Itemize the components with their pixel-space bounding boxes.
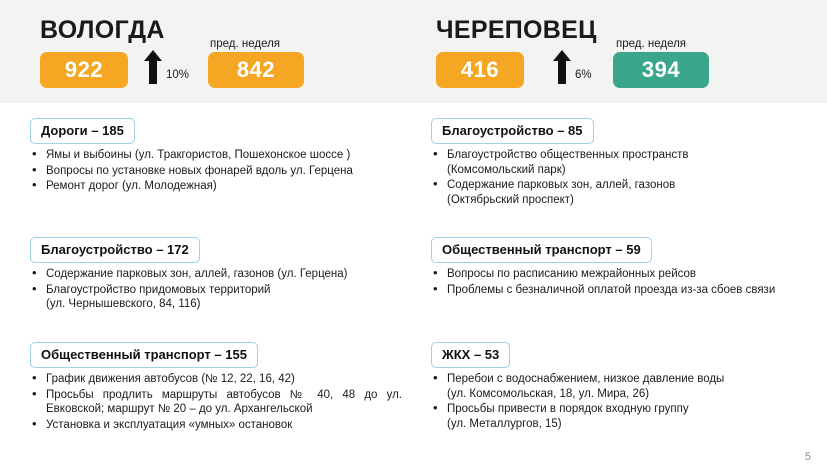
category-items	[431, 148, 816, 208]
prev-count-badge: 842	[208, 52, 304, 88]
column-vologda	[0, 0, 413, 471]
trend-indicator	[553, 50, 592, 84]
list-item: • Содержание парковых зон, аллей, газонов (Октябрьский проспект)	[431, 178, 816, 207]
prev-week-label: пред. неделя	[616, 38, 687, 50]
list-item: • Просьбы привести в порядок входную группу (ул. Металлургов, 15)	[431, 402, 816, 431]
arrow-up-icon	[144, 50, 162, 84]
list-item: • Благоустройство общественных пространств (Комсомольский парк)	[431, 148, 816, 177]
list-item: • Перебои с водоснабжением, низкое давление воды (ул. Комсомольская, 18, ул. Мира, 26)	[431, 372, 816, 401]
list-item: • Вопросы по установке новых фонарей вдоль ул. Герцена	[30, 164, 402, 179]
list-item: • Установка и эксплуатация «умных» остановок	[30, 418, 402, 433]
list-item: • Проблемы с безналичной оплатой проезда из-за сбоев связи	[431, 283, 816, 298]
city-title: ЧЕРЕПОВЕЦ	[436, 16, 597, 44]
category-title-box: Благоустройство – 172	[30, 237, 200, 263]
list-item: • Ямы и выбоины (ул. Тракгористов, Пошехонское шоссе )	[30, 148, 402, 163]
category-title-box: Дороги – 185	[30, 118, 135, 144]
category-title-box: Общественный транспорт – 155	[30, 342, 258, 368]
change-percent: 6%	[575, 69, 592, 81]
category-title-box: ЖКХ – 53	[431, 342, 510, 368]
category-items	[431, 267, 816, 298]
list-item: • Благоустройство придомовых территорий (ул. Чернышевского, 84, 116)	[30, 283, 402, 312]
city-title: ВОЛОГДА	[40, 16, 165, 44]
arrow-up-icon	[553, 50, 571, 84]
list-item: • Просьбы продлить маршруты автобусов № 40, 48 до ул. Евковской; маршрут № 20 – до ул. Архангельской	[30, 388, 402, 417]
list-item: • Содержание парковых зон, аллей, газонов (ул. Герцена)	[30, 267, 402, 282]
category-title-box: Общественный транспорт – 59	[431, 237, 652, 263]
change-percent: 10%	[166, 69, 190, 81]
list-item: • График движения автобусов (№ 12, 22, 16, 42)	[30, 372, 402, 387]
list-item: • Вопросы по расписанию межрайонных рейсов	[431, 267, 816, 282]
trend-indicator	[144, 50, 189, 84]
prev-count-badge: 394	[613, 52, 709, 88]
column-cherepovets	[413, 0, 826, 471]
category-items	[30, 372, 402, 433]
prev-week-label: пред. неделя	[210, 38, 281, 50]
category-items	[30, 267, 402, 313]
category-items	[30, 148, 402, 195]
current-count-badge: 922	[40, 52, 128, 88]
category-items	[431, 372, 816, 432]
category-title-box: Благоустройство – 85	[431, 118, 594, 144]
current-count-badge: 416	[436, 52, 524, 88]
list-item: • Ремонт дорог (ул. Молодежная)	[30, 179, 402, 194]
page-number: 5	[804, 451, 811, 463]
